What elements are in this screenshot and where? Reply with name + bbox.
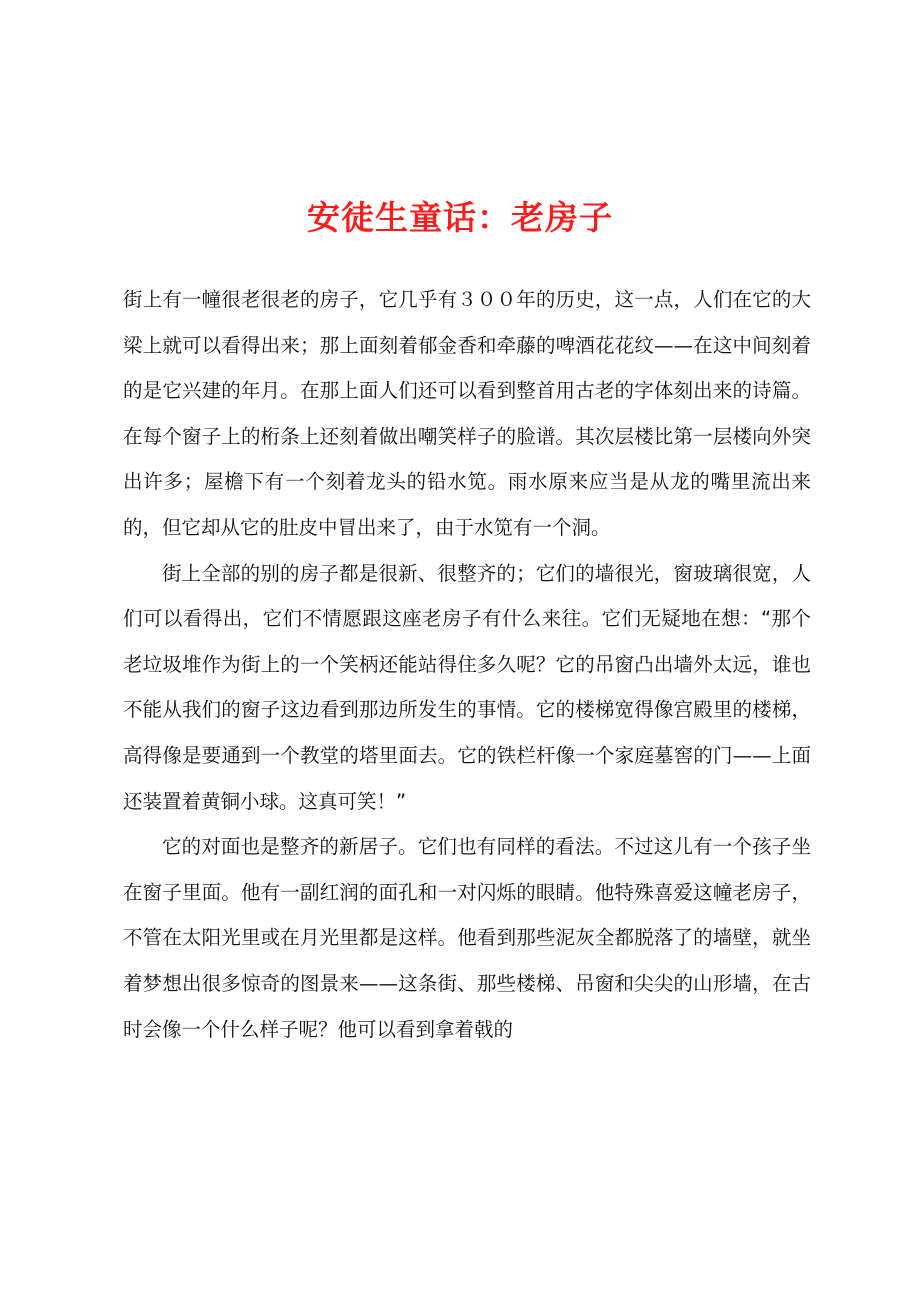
document-title: 安徒生童话：老房子 <box>307 198 613 237</box>
paragraph-1: 街上有一幢很老很老的房子，它几乎有３００年的历史，这一点，人们在它的大梁上就可以看得出来；那上面刻着郁金香和牵藤的啤酒花花纹——在这中间刻着的是它兴建的年月。在那上面人们还可以看到整首用古老的字体刻出来的诗篇。在每个窗子上的桁条上还刻着做出嘲笑样子的脸谱。其次层楼比第一层楼向外突出许多；屋檐下有一个刻着龙头的铅水笕。雨水原来应当是从龙的嘴里流出来的，但它却从它的肚皮中冒出来了，由于水笕有一个洞。 <box>123 288 811 539</box>
paragraph-2: 街上全部的别的房子都是很新、很整齐的；它们的墙很光，窗玻璃很宽，人们可以看得出，它们不情愿跟这座老房子有什么来往。它们无疑地在想：“那个老垃圾堆作为街上的一个笑柄还能站得住多久呢？它的吊窗凸出墙外太远，谁也不能从我们的窗子这边看到那边所发生的事情。它的楼梯宽得像宫殿里的楼梯，高得像是要通到一个教堂的塔里面去。它的铁栏杆像一个家庭墓窖的门——上面还装置着黄铜小球。这真可笑！” <box>123 561 811 813</box>
paragraph-3: 它的对面也是整齐的新居子。它们也有同样的看法。不过这儿有一个孩子坐在窗子里面。他有一副红润的面孔和一对闪烁的眼睛。他特殊喜爱这幢老房子，不管在太阳光里或在月光里都是这样。他看到那些泥灰全都脱落了的墙壁，就坐着梦想出很多惊奇的图景来——这条街、那些楼梯、吊窗和尖尖的山形墙，在古时会像一个什么样子呢？他可以看到拿着戟的 <box>123 835 811 1041</box>
document-body <box>123 277 811 1052</box>
